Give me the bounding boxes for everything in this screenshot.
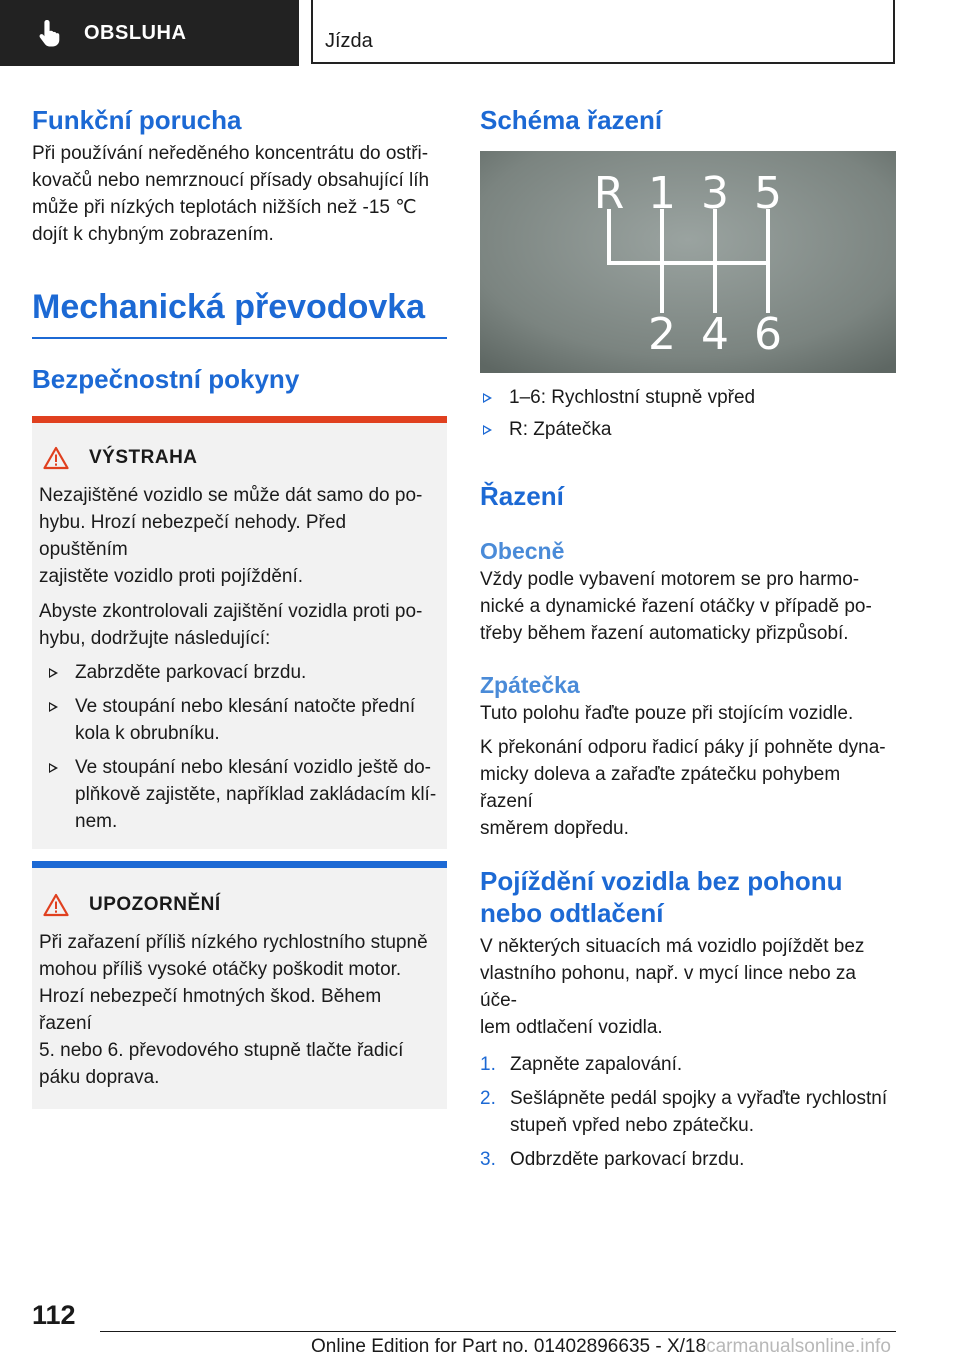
text-line: Ve stoupání nebo klesání vozidlo ještě do- xyxy=(75,757,431,778)
general-text xyxy=(480,566,896,647)
text-line: dojít k chybným zobrazením. xyxy=(32,224,274,245)
notice-box xyxy=(32,861,447,1109)
text-line: Sešlápněte pedál spojky a vyřaďte rychlostní xyxy=(510,1088,888,1109)
heading-rule xyxy=(32,337,447,339)
gear-label-R: R xyxy=(593,168,625,219)
edition-text: Online Edition for Part no. 01402896635 - X/18 xyxy=(311,1336,707,1357)
step-number: 2. xyxy=(480,1088,496,1109)
gear-legend xyxy=(480,384,896,443)
text-line: 1–6: Rychlostní stupně vpřed xyxy=(509,387,756,408)
text-line: 5. nebo 6. převodového stupně tlačte řadicí xyxy=(39,1040,404,1061)
warning-triangle-icon xyxy=(43,446,69,470)
gear-label-2: 2 xyxy=(648,309,676,360)
text-line: V některých situacích má vozidlo pojíždět bez xyxy=(480,936,865,957)
notice-label: UPOZORNĚNÍ xyxy=(89,894,221,915)
triangle-bullet-icon xyxy=(49,702,58,712)
list-item xyxy=(480,384,896,411)
list-item xyxy=(39,693,439,747)
footer-rule xyxy=(100,1331,896,1332)
triangle-bullet-icon xyxy=(483,425,492,435)
text-line: Abyste zkontrolovali zajištění vozidla proti po- xyxy=(39,601,423,622)
text-line: Hrozí nebezpečí hmotných škod. Během řazení xyxy=(39,986,382,1034)
gear-label-5: 5 xyxy=(754,168,782,219)
reverse-text xyxy=(480,734,896,842)
text-line: hybu, dodržujte následující: xyxy=(39,628,271,649)
shifting-heading: Řazení xyxy=(480,481,564,511)
page-number: 112 xyxy=(32,1300,76,1330)
reverse-text xyxy=(480,700,896,727)
triangle-bullet-icon xyxy=(49,763,58,773)
malfunction-heading: Funkční porucha xyxy=(32,105,242,135)
left-column xyxy=(32,100,447,1109)
notice-header xyxy=(39,868,439,922)
text-line: R: Zpátečka xyxy=(509,419,612,440)
text-line: Nezajištěné vozidlo se může dát samo do po- xyxy=(39,485,423,506)
text-line: stupeň vpřed nebo zpátečku. xyxy=(510,1115,755,1136)
list-item xyxy=(480,416,896,443)
text-line: nické a dynamické řazení otáčky v případě po- xyxy=(480,596,872,617)
manual-transmission-heading: Mechanická převodovka xyxy=(32,288,426,326)
text-line: Vždy podle vybavení motorem se pro harmo- xyxy=(480,569,860,590)
chapter-header xyxy=(311,0,895,64)
right-column xyxy=(480,100,896,1173)
text-line: Tuto polohu řaďte pouze při stojícím vozidle. xyxy=(480,703,854,724)
text-line: Zabrzděte parkovací brzdu. xyxy=(75,662,307,683)
reverse-heading: Zpátečka xyxy=(480,672,580,698)
text-line: směrem dopředu. xyxy=(480,818,629,839)
gear-label-3: 3 xyxy=(701,168,729,219)
footer-edition xyxy=(311,1336,891,1358)
text-line: zajistěte vozidlo proti pojíždění. xyxy=(39,566,304,587)
safety-heading: Bezpečnostní pokyny xyxy=(32,364,300,394)
text-line: nem. xyxy=(75,811,118,832)
shift-pattern-heading: Schéma řazení xyxy=(480,105,663,135)
warning-triangle-icon xyxy=(43,893,69,917)
list-item xyxy=(39,659,439,686)
warning-header xyxy=(39,423,439,475)
text-line: Při používání neředěného koncentrátu do ostři- xyxy=(32,143,429,164)
list-item xyxy=(480,1146,896,1173)
warning-text xyxy=(39,598,439,652)
rolling-text xyxy=(480,933,896,1041)
shift-pattern-diagram xyxy=(480,151,896,373)
section-title: OBSLUHA xyxy=(84,21,187,44)
text-line: plňkově zajistěte, například zakládacím klí- xyxy=(75,784,437,805)
text-line: micky doleva a zařaďte zpátečku pohybem řazení xyxy=(480,764,841,812)
text-line: třeby během řazení automaticky přizpůsobí. xyxy=(480,623,849,644)
gear-label-4: 4 xyxy=(701,309,729,360)
pointing-hand-icon xyxy=(36,18,66,48)
warning-list xyxy=(39,659,439,835)
steps-list xyxy=(480,1051,896,1173)
text-line: může při nízkých teplotách nižších než -15 ℃ xyxy=(32,197,417,218)
malfunction-text xyxy=(32,140,447,248)
chapter-title: Jízda xyxy=(325,30,373,52)
gear-label-6: 6 xyxy=(754,309,782,360)
triangle-bullet-icon xyxy=(49,668,58,678)
step-number: 1. xyxy=(480,1054,496,1075)
section-tab xyxy=(0,0,299,66)
text-line: Odbrzděte parkovací brzdu. xyxy=(510,1149,745,1170)
warning-label: VÝSTRAHA xyxy=(89,447,198,468)
text-line: Při zařazení příliš nízkého rychlostního stupně xyxy=(39,932,428,953)
text-line: Ve stoupání nebo klesání natočte přední xyxy=(75,696,416,717)
triangle-bullet-icon xyxy=(483,393,492,403)
text-line: kola k obrubníku. xyxy=(75,723,220,744)
list-item xyxy=(39,754,439,835)
text-line: páku doprava. xyxy=(39,1067,160,1088)
heading-line: nebo odtlačení xyxy=(480,898,664,928)
text-line: K překonání odporu řadicí páky jí pohněte dyna- xyxy=(480,737,886,758)
text-line: hybu. Hrozí nebezpečí nehody. Před opuštěním xyxy=(39,512,347,560)
watermark-text: carmanualsonline.info xyxy=(706,1336,891,1357)
rolling-heading xyxy=(480,865,896,929)
heading-line: Pojíždění vozidla bez pohonu xyxy=(480,866,843,896)
general-heading: Obecně xyxy=(480,538,565,564)
text-line: vlastního pohonu, např. v mycí lince nebo za úče- xyxy=(480,963,857,1011)
gear-label-1: 1 xyxy=(648,168,676,219)
warning-text xyxy=(39,482,439,590)
text-line: kovačů nebo nemrznoucí přísady obsahující líh xyxy=(32,170,430,191)
step-number: 3. xyxy=(480,1149,496,1170)
warning-box xyxy=(32,416,447,849)
text-line: lem odtlačení vozidla. xyxy=(480,1017,663,1038)
text-line: mohou příliš vysoké otáčky poškodit motor. xyxy=(39,959,402,980)
list-item xyxy=(480,1051,896,1078)
notice-text xyxy=(39,929,439,1091)
list-item xyxy=(480,1085,896,1139)
text-line: Zapněte zapalování. xyxy=(510,1054,683,1075)
